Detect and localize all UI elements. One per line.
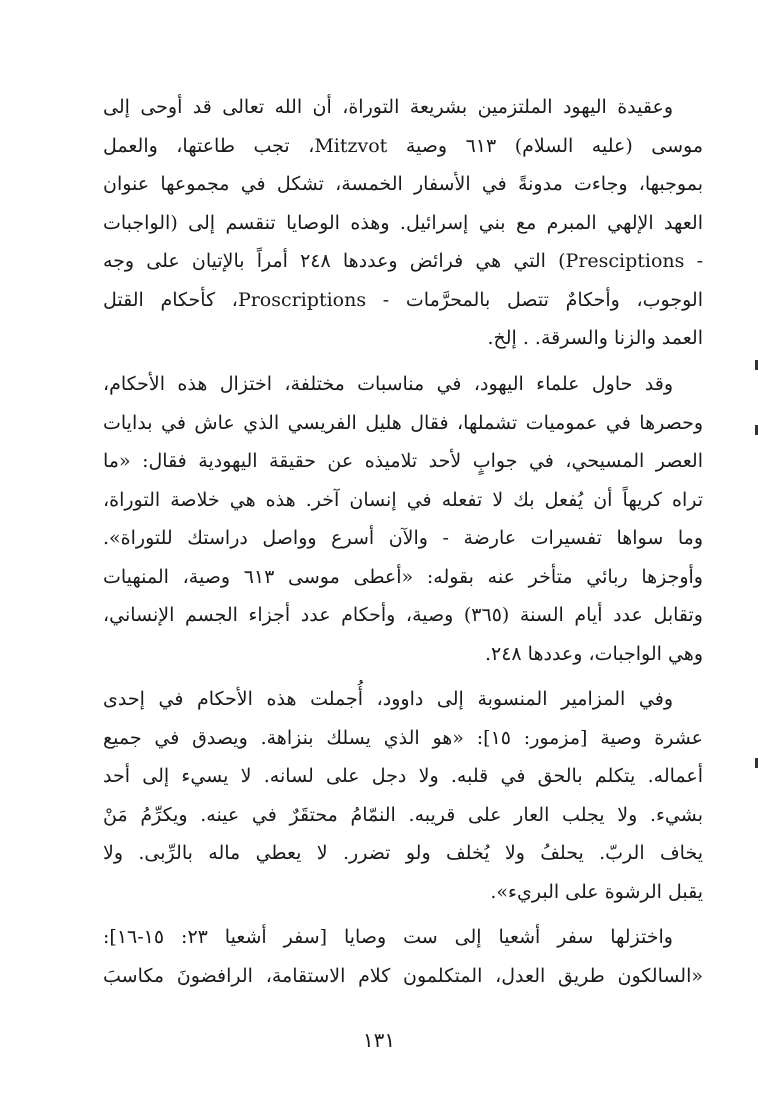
text-line: بشيء. ولا يجلب العار على قريبه. النمّامُ محتقَرٌ في عينه. ويكرِّمُ مَنْ: [103, 803, 703, 826]
text-line: العهد الإلهي المبرم مع بني إسرائيل. وهذه الوصايا تنقسم إلى (الواجبات: [103, 211, 703, 234]
text-line: موسى (عليه السلام) ٦١٣ وصية Mitzvot، تجب طاعتها، والعمل: [103, 134, 703, 157]
text-line: أعماله. يتكلم بالحق في قلبه. ولا دجل على لسانه. لا يسيء إلى أحد: [103, 765, 703, 787]
text-line: عشرة وصية [مزمور: ١٥]: «هو الذي يسلك بنزاهة. ويصدق في جميع: [103, 726, 703, 749]
text-line: وفي المزامير المنسوبة إلى داوود، أُجملت هذه الأحكام في إحدى: [103, 688, 673, 710]
paragraph-2: [103, 365, 703, 673]
text-line: وما سواها تفسيرات عارضة - والآن أسرع وواصل دراستك للتوراة».: [103, 527, 703, 549]
page-number: ١٣١: [362, 1028, 396, 1052]
text-line: العصر المسيحي، في جوابٍ لأحد تلاميذه عن حقيقة اليهودية فقال: «ما: [103, 450, 703, 472]
text-line: - Presciptions) التي هي فرائض وعددها ٢٤٨ أمراً بالإتيان على وجه: [103, 250, 703, 272]
text-line: بموجبها، وجاءت مدونةً في الأسفار الخمسة، تشكل في مجموعها عنوان: [103, 173, 703, 195]
text-line: وهي الواجبات، وعددها ٢٤٨.: [484, 642, 703, 665]
text-line: وعقيدة اليهود الملتزمين بشريعة التوراة، أن الله تعالى قد أوحى إلى: [103, 96, 673, 118]
text-line: وحصرها في عموميات تشملها، فقال هليل الفريسي الذي عاش في بدايات: [103, 411, 703, 434]
text-line: الوجوب، وأحكامٌ تتصل بالمحرَّمات - Proscriptions، كأحكام القتل: [103, 288, 703, 311]
text-line: «السالكون طريق العدل، المتكلمون كلام الاستقامة، الرافضونَ مكاسبَ: [103, 964, 703, 987]
text-line: العمد والزنا والسرقة. . إلخ.: [487, 327, 703, 349]
text-line: وأوجزها ربائي متأخر عنه بقوله: «أعطى موسى ٦١٣ وصية، المنهيات: [103, 565, 703, 588]
paragraph-1: [103, 88, 703, 358]
text-line: يقبل الرشوة على البريء».: [490, 880, 703, 903]
text-line: وتقابل عدد أيام السنة (٣٦٥) وصية، وأحكام عدد أجزاء الجسم الإنساني،: [103, 604, 703, 626]
text-line: يخاف الربّ. يحلفُ ولا يُخلف ولو تضرر. لا يعطي ماله بالرِّبى. ولا: [103, 842, 703, 864]
paragraph-3: [103, 680, 703, 911]
text-line: واختزلها سفر أشعيا إلى ست وصايا [سفر أشعيا ٢٣: ١٥-١٦]:: [103, 926, 673, 948]
paragraph-4: [103, 918, 703, 995]
text-line: وقد حاول علماء اليهود، في مناسبات مختلفة، اختزال هذه الأحكام،: [103, 373, 673, 395]
text-line: تراه كريهاً أن يُفعل بك لا تفعله في إنسان آخر. هذه هي خلاصة التوراة،: [103, 488, 703, 511]
